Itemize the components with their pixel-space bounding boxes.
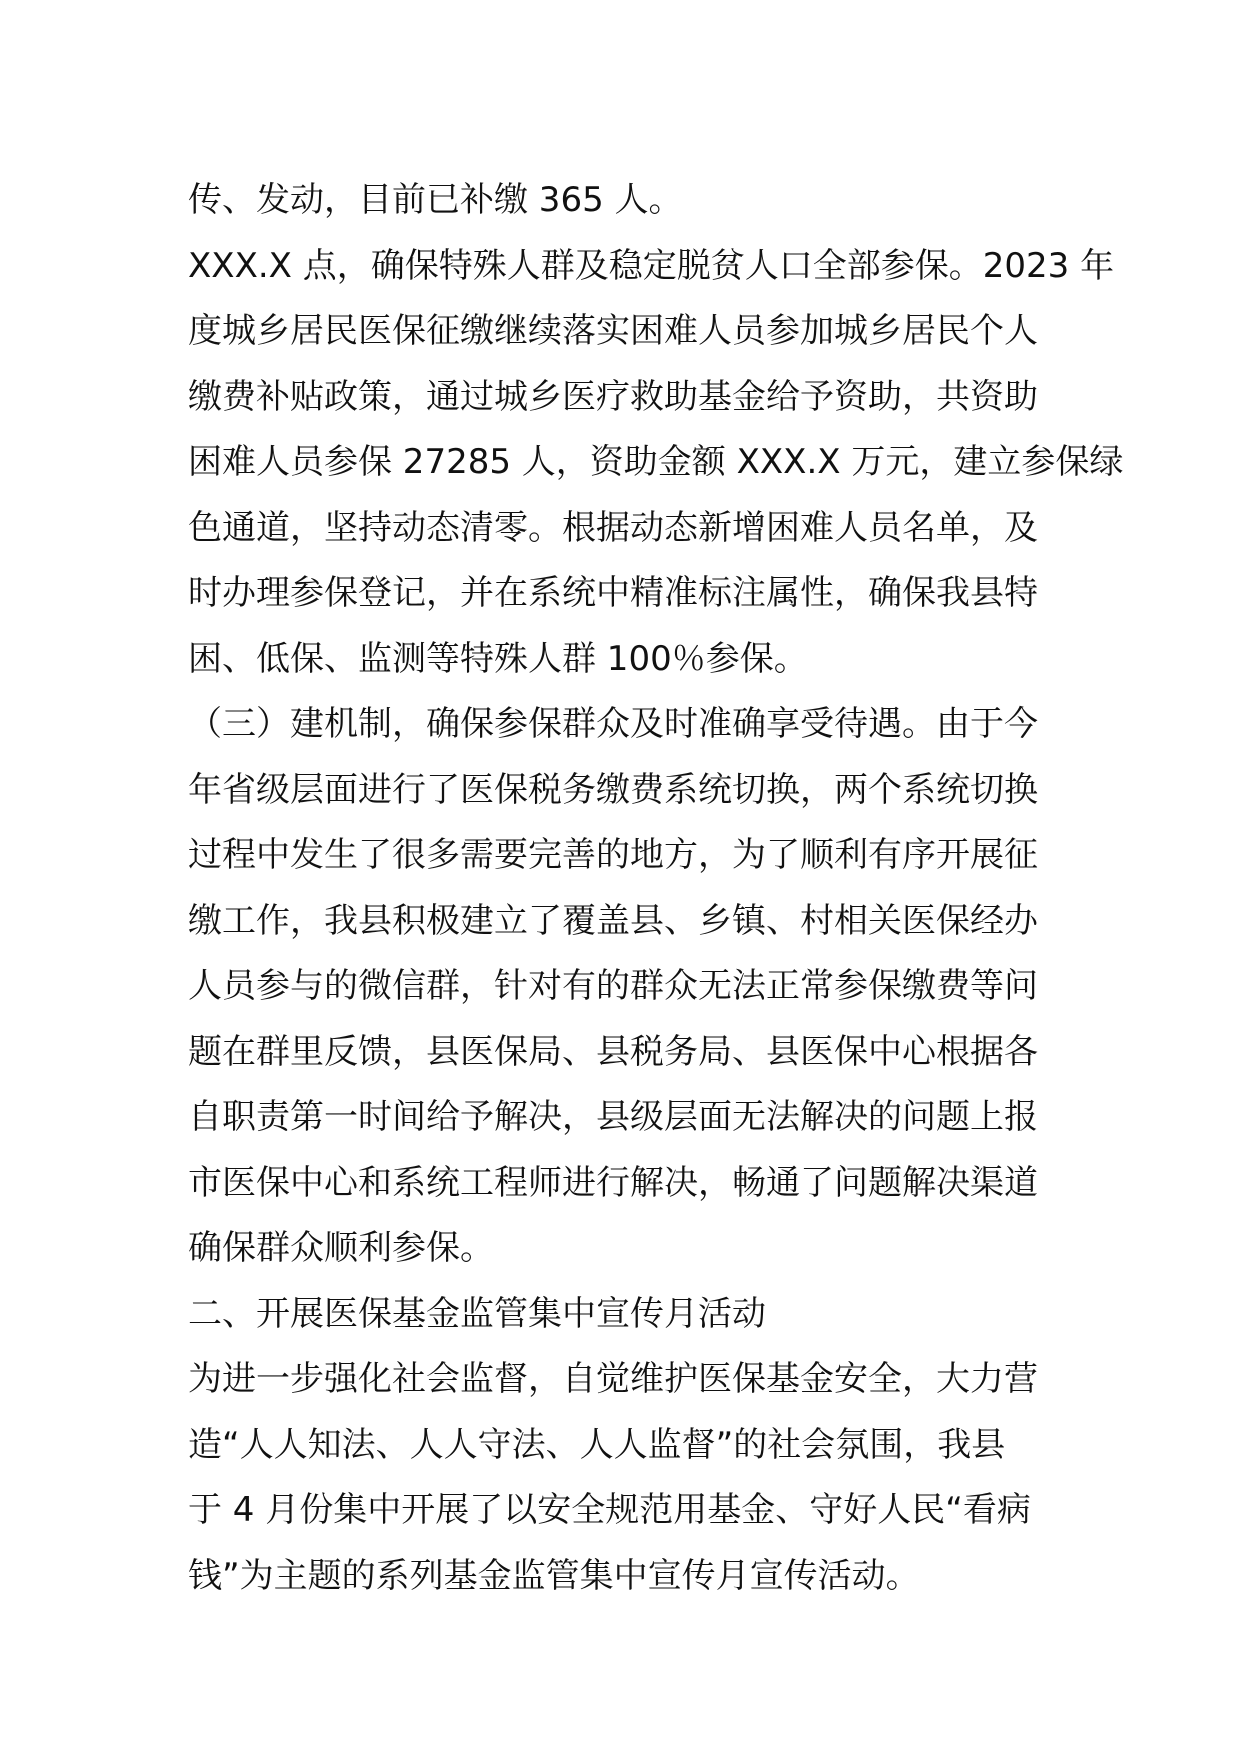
text-line: 为进一步强化社会监督，自觉维护医保基金安全，大力营 bbox=[188, 1359, 1038, 1399]
text-line: 钱”为主题的系列基金监管集中宣传月宣传活动。 bbox=[188, 1555, 920, 1596]
text-line: 传、发动，目前已补缴 365 人。 bbox=[188, 180, 683, 220]
text-line: 困、低保、监测等特殊人群 100％参保。 bbox=[188, 638, 808, 679]
document-body bbox=[188, 168, 1124, 1609]
text-line: 时办理参保登记，并在系统中精准标注属性，确保我县特 bbox=[188, 573, 1038, 613]
text-line: 于 4 月份集中开展了以安全规范用基金、守好人民“看病 bbox=[188, 1490, 1031, 1530]
text-line: 度城乡居民医保征缴继续落实困难人员参加城乡居民个人 bbox=[188, 311, 1038, 351]
text-line: 市医保中心和系统工程师进行解决，畅通了问题解决渠道 bbox=[188, 1162, 1038, 1203]
text-line: 年省级层面进行了医保税务缴费系统切换，两个系统切换 bbox=[188, 769, 1038, 810]
text-line: 过程中发生了很多需要完善的地方，为了顺利有序开展征 bbox=[188, 835, 1038, 875]
text-line: 造“人人知法、人人守法、人人监督”的社会氛围，我县 bbox=[188, 1424, 1006, 1465]
text-line: 困难人员参保 27285 人，资助金额 XXX.X 万元，建立参保绿 bbox=[188, 442, 1124, 482]
text-line: 人员参与的微信群，针对有的群众无法正常参保缴费等问 bbox=[188, 966, 1038, 1006]
text-line: 色通道，坚持动态清零。根据动态新增困难人员名单，及 bbox=[188, 507, 1038, 548]
section-heading: 二、开展医保基金监管集中宣传月活动 bbox=[188, 1293, 766, 1334]
text-line: 缴工作，我县积极建立了覆盖县、乡镇、村相关医保经办 bbox=[188, 900, 1038, 941]
text-line: 缴费补贴政策，通过城乡医疗救助基金给予资助，共资助 bbox=[188, 376, 1038, 417]
section-heading: （三）建机制，确保参保群众及时准确享受待遇。由于今 bbox=[188, 704, 1038, 744]
text-line: XXX.X 点，确保特殊人群及稳定脱贫人口全部参保。2023 年 bbox=[188, 245, 1115, 286]
text-line: 自职责第一时间给予解决，县级层面无法解决的问题上报 bbox=[188, 1097, 1038, 1137]
text-line: 确保群众顺利参保。 bbox=[188, 1228, 494, 1268]
text-line: 题在群里反馈，县医保局、县税务局、县医保中心根据各 bbox=[188, 1031, 1038, 1072]
